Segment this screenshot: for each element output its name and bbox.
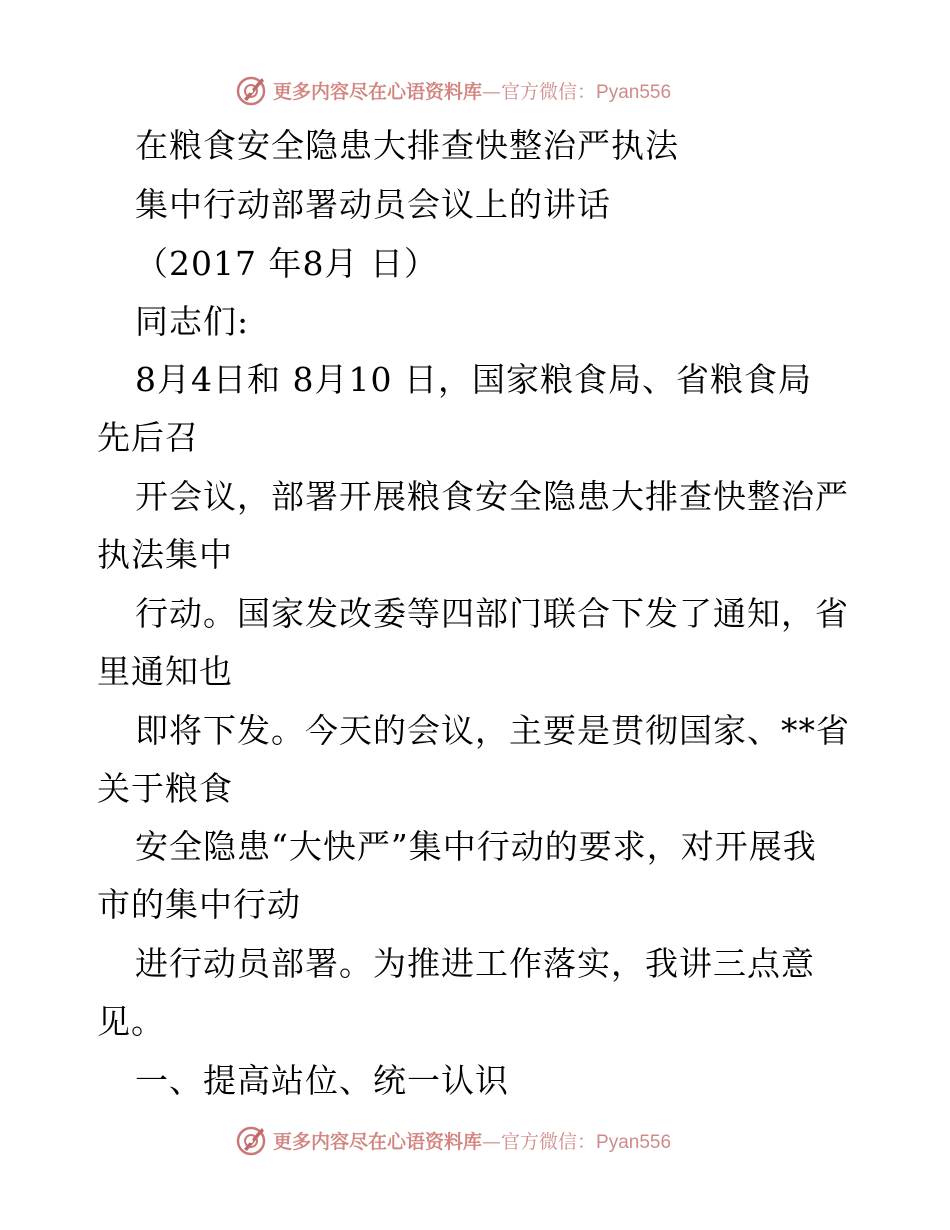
watermark-brand: 更多内容尽在心语资料库 (273, 1130, 483, 1153)
paragraph-1-line-2: 先后召 (97, 418, 199, 457)
paragraph-2-line-1: 开会议，部署开展粮食安全隐患大排查快整治严 (135, 477, 849, 516)
watermark-text (273, 77, 671, 104)
pen-nib-logo-icon (235, 1123, 269, 1157)
watermark-official: 官方微信： (501, 1130, 597, 1153)
pen-nib-logo-icon (235, 73, 269, 107)
watermark-wechat-id: Pyan556 (596, 1131, 672, 1153)
salutation: 同志们: (135, 302, 250, 341)
paragraph-5-line-1: 安全隐患“大快严”集中行动的要求，对开展我 (135, 827, 817, 866)
paragraph-2-line-2: 执法集中 (97, 535, 233, 574)
watermark-wechat-id: Pyan556 (596, 81, 672, 103)
watermark-footer (235, 1122, 671, 1158)
paragraph-3-line-2: 里通知也 (97, 652, 233, 691)
paragraph-6-line-1: 进行动员部署。为推进工作落实，我讲三点意 (135, 944, 815, 983)
watermark-brand: 更多内容尽在心语资料库 (273, 80, 483, 103)
watermark-dash: — (482, 1130, 502, 1153)
paragraph-3-line-1: 行动。国家发改委等四部门联合下发了通知，省 (135, 594, 849, 633)
document-date: （2017 年8月 日） (135, 244, 438, 283)
paragraph-4-line-2: 关于粮食 (97, 769, 233, 808)
watermark-text (273, 1127, 671, 1154)
document-title-line-2: 集中行动部署动员会议上的讲话 (135, 185, 611, 224)
watermark-header (235, 72, 671, 108)
paragraph-6-line-2: 见。 (97, 1002, 165, 1041)
watermark-dash: — (482, 80, 502, 103)
section-heading-1: 一、提高站位、统一认识 (135, 1061, 509, 1100)
document-title-line-1: 在粮食安全隐患大排查快整治严执法 (135, 126, 679, 165)
watermark-official: 官方微信： (501, 80, 597, 103)
paragraph-1-line-1: 8月4日和 8月10 日，国家粮食局、省粮食局 (135, 360, 812, 399)
paragraph-4-line-1: 即将下发。今天的会议，主要是贯彻国家、**省 (135, 711, 850, 750)
paragraph-5-line-2: 市的集中行动 (97, 885, 301, 924)
